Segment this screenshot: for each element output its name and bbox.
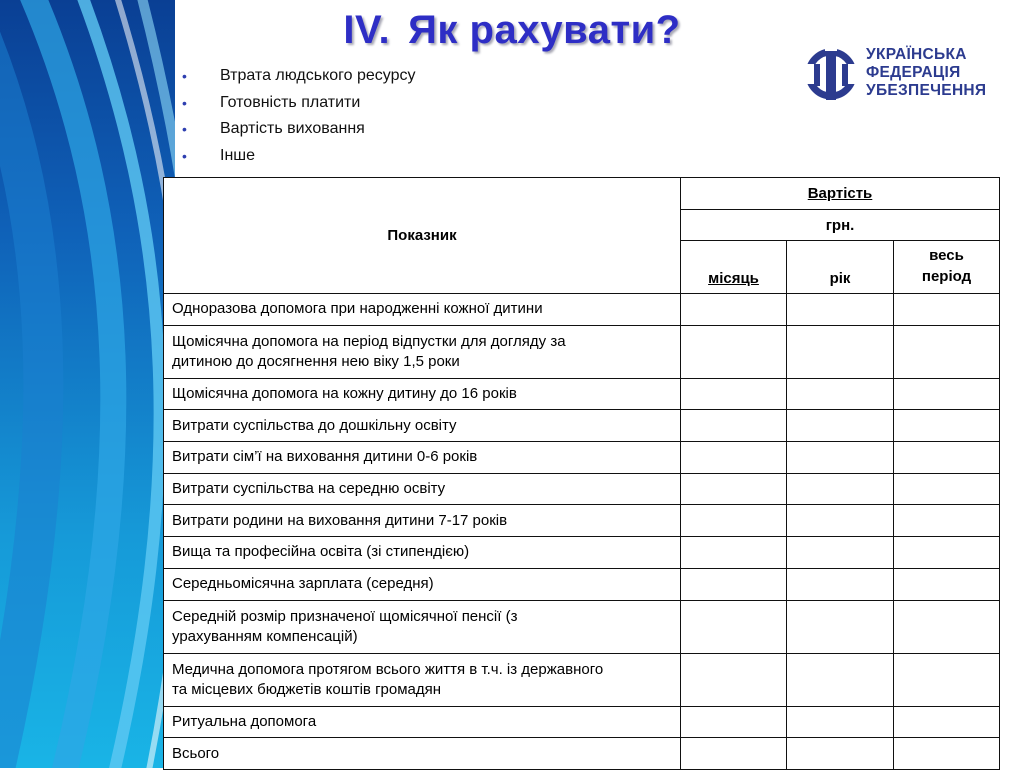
header-year: рік — [787, 241, 894, 294]
table-row — [164, 473, 1000, 505]
bullet-item: • Втрата людського ресурсу — [182, 67, 416, 84]
row-label: Середній розмір призначеної щомісячної пенсії (з урахуванням компенсацій) — [164, 600, 681, 653]
cell-period — [894, 473, 1000, 505]
row-label: Щомісячна допомога на період відпустки для догляду за дитиною до досягнення нею віку 1,5 роки — [164, 325, 681, 378]
bullet-icon: • — [182, 94, 187, 111]
cell-period — [894, 600, 1000, 653]
cell-year — [787, 410, 894, 442]
table-row — [164, 410, 1000, 442]
bullet-list — [182, 66, 415, 172]
cell-year — [787, 294, 894, 326]
cost-table — [163, 177, 1000, 770]
cell-period — [894, 706, 1000, 738]
cell-year — [787, 325, 894, 378]
decorative-left-panel — [0, 0, 175, 768]
header-period: весь період — [894, 241, 1000, 294]
row-label: Ритуальна допомога — [164, 706, 681, 738]
table-row — [164, 505, 1000, 537]
bullet-item: • Інше — [182, 146, 256, 164]
logo-text: УКРАЇНСЬКА ФЕДЕРАЦІЯ УБЕЗПЕЧЕННЯ — [866, 46, 987, 99]
cell-month — [681, 325, 787, 378]
table-row — [164, 706, 1000, 738]
bullet-icon: • — [182, 147, 187, 164]
row-label: Щомісячна допомога на кожну дитину до 16 років — [164, 378, 681, 410]
decorative-curves — [0, 0, 175, 768]
cell-period — [894, 410, 1000, 442]
cell-month — [681, 600, 787, 653]
table-row — [164, 294, 1000, 326]
header-unit: грн. — [681, 210, 1000, 241]
cell-period — [894, 378, 1000, 410]
cell-month — [681, 473, 787, 505]
table-row — [164, 378, 1000, 410]
cell-period — [894, 738, 1000, 770]
cell-year — [787, 378, 894, 410]
cell-period — [894, 325, 1000, 378]
cell-month — [681, 653, 787, 706]
header-month: місяць — [681, 241, 787, 294]
cell-month — [681, 537, 787, 569]
row-label: Вища та професійна освіта (зі стипендією) — [164, 537, 681, 569]
cell-period — [894, 294, 1000, 326]
page-title: IV. Як рахувати? — [343, 8, 681, 52]
table-body — [164, 294, 1000, 770]
cell-month — [681, 442, 787, 474]
cell-month — [681, 378, 787, 410]
row-label: Витрати сім’ї на виховання дитини 0-6 років — [164, 442, 681, 474]
table-row — [164, 442, 1000, 474]
row-label: Витрати суспільства на середню освіту — [164, 473, 681, 505]
cell-period — [894, 442, 1000, 474]
cell-year — [787, 537, 894, 569]
cell-year — [787, 738, 894, 770]
table-row — [164, 653, 1000, 706]
bullet-item: • Вартість виховання — [182, 120, 365, 137]
bullet-icon: • — [182, 68, 187, 84]
cell-month — [681, 568, 787, 600]
header-cost: Вартість — [681, 178, 1000, 210]
cell-month — [681, 738, 787, 770]
cell-period — [894, 568, 1000, 600]
header-indicator: Показник — [164, 178, 681, 294]
table-row — [164, 537, 1000, 569]
table-row — [164, 738, 1000, 770]
row-label: Одноразова допомога при народженні кожної дитини — [164, 294, 681, 326]
bullet-icon: • — [182, 121, 187, 137]
cell-year — [787, 600, 894, 653]
table-row — [164, 325, 1000, 378]
cell-period — [894, 653, 1000, 706]
cell-year — [787, 473, 894, 505]
bullet-item: • Готовність платити — [182, 93, 361, 111]
cell-year — [787, 442, 894, 474]
cell-year — [787, 653, 894, 706]
cell-year — [787, 706, 894, 738]
row-label: Медична допомога протягом всього життя в т.ч. із державного та місцевих бюджетів коштів громадян — [164, 653, 681, 706]
row-label: Середньомісячна зарплата (середня) — [164, 568, 681, 600]
trident-logo-icon — [804, 44, 858, 104]
cell-month — [681, 706, 787, 738]
row-label: Витрати родини на виховання дитини 7-17 років — [164, 505, 681, 537]
cell-period — [894, 537, 1000, 569]
table-row — [164, 568, 1000, 600]
cell-year — [787, 568, 894, 600]
cell-year — [787, 505, 894, 537]
cell-month — [681, 294, 787, 326]
row-label: Витрати суспільства до дошкільну освіту — [164, 410, 681, 442]
row-label: Всього — [164, 738, 681, 770]
cell-month — [681, 505, 787, 537]
cell-month — [681, 410, 787, 442]
cell-period — [894, 505, 1000, 537]
logo — [804, 44, 994, 106]
table-row — [164, 600, 1000, 653]
